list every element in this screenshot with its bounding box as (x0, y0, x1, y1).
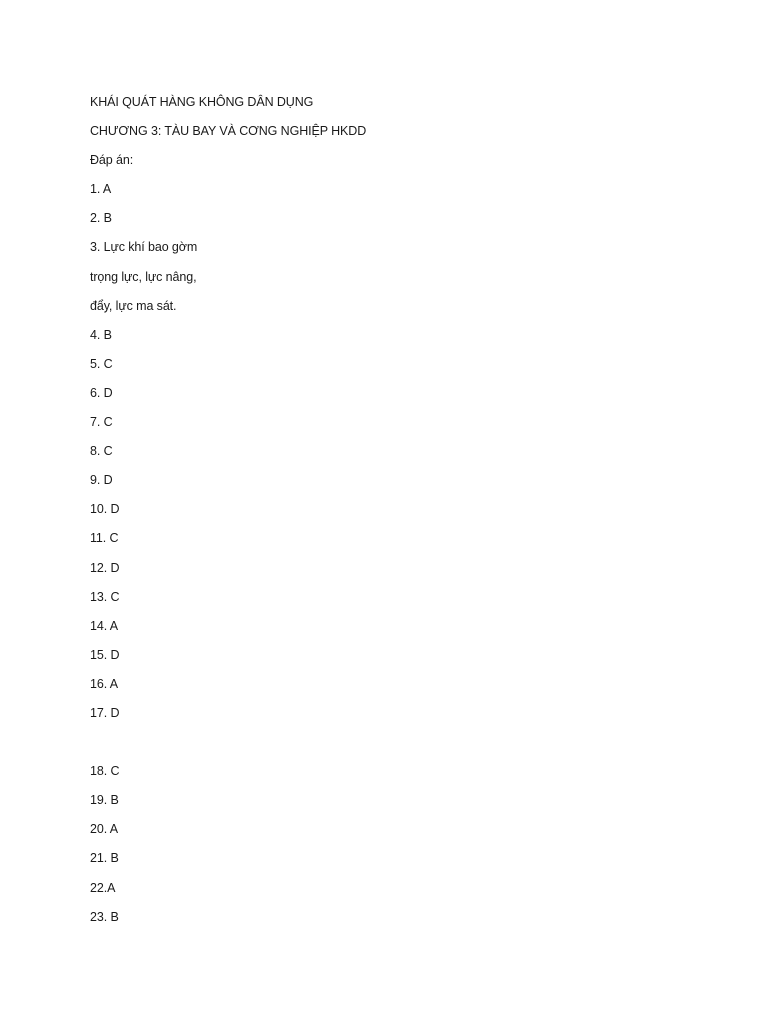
document-title: KHÁI QUÁT HÀNG KHÔNG DÂN DỤNG (90, 95, 314, 109)
answer-line: đẩy, lực ma sát. (90, 298, 177, 313)
answer-line: 23. B (90, 909, 119, 924)
answer-line: 2. B (90, 211, 112, 226)
answer-line: 18. C (90, 764, 120, 779)
answer-line: 3. Lực khí bao gờm (90, 240, 198, 255)
answers-heading: Đáp án: (90, 153, 134, 168)
answer-line: 20. A (90, 822, 118, 837)
answer-line: 4. B (90, 327, 112, 342)
chapter-heading: CHƯƠNG 3: TÀU BAY VÀ CƠNG NGHIỆP HKDD (90, 124, 367, 139)
document-body (90, 92, 710, 936)
answer-line: 8. C (90, 444, 113, 459)
blank-line (90, 732, 710, 761)
answer-line: 13. C (90, 589, 120, 604)
answer-line: 17. D (90, 705, 120, 720)
answer-line: 12. D (90, 560, 120, 575)
answer-line: 19. B (90, 793, 119, 808)
answer-line: 15. D (90, 647, 120, 662)
answer-line: 9. D (90, 473, 113, 488)
answer-line: 5. C (90, 356, 113, 371)
answer-line: 14. A (90, 618, 118, 633)
answer-line: 11. C (90, 531, 119, 546)
answer-line: trọng lực, lực nâng, (90, 269, 197, 284)
answer-line: 1. A (90, 182, 112, 197)
answer-line: 16. A (90, 676, 118, 691)
answer-line: 21. B (90, 851, 119, 866)
answer-line: 6. D (90, 385, 113, 400)
answer-line: 22.A (90, 880, 116, 895)
answer-line: 10. D (90, 502, 120, 517)
answer-line: 7. C (90, 415, 113, 430)
